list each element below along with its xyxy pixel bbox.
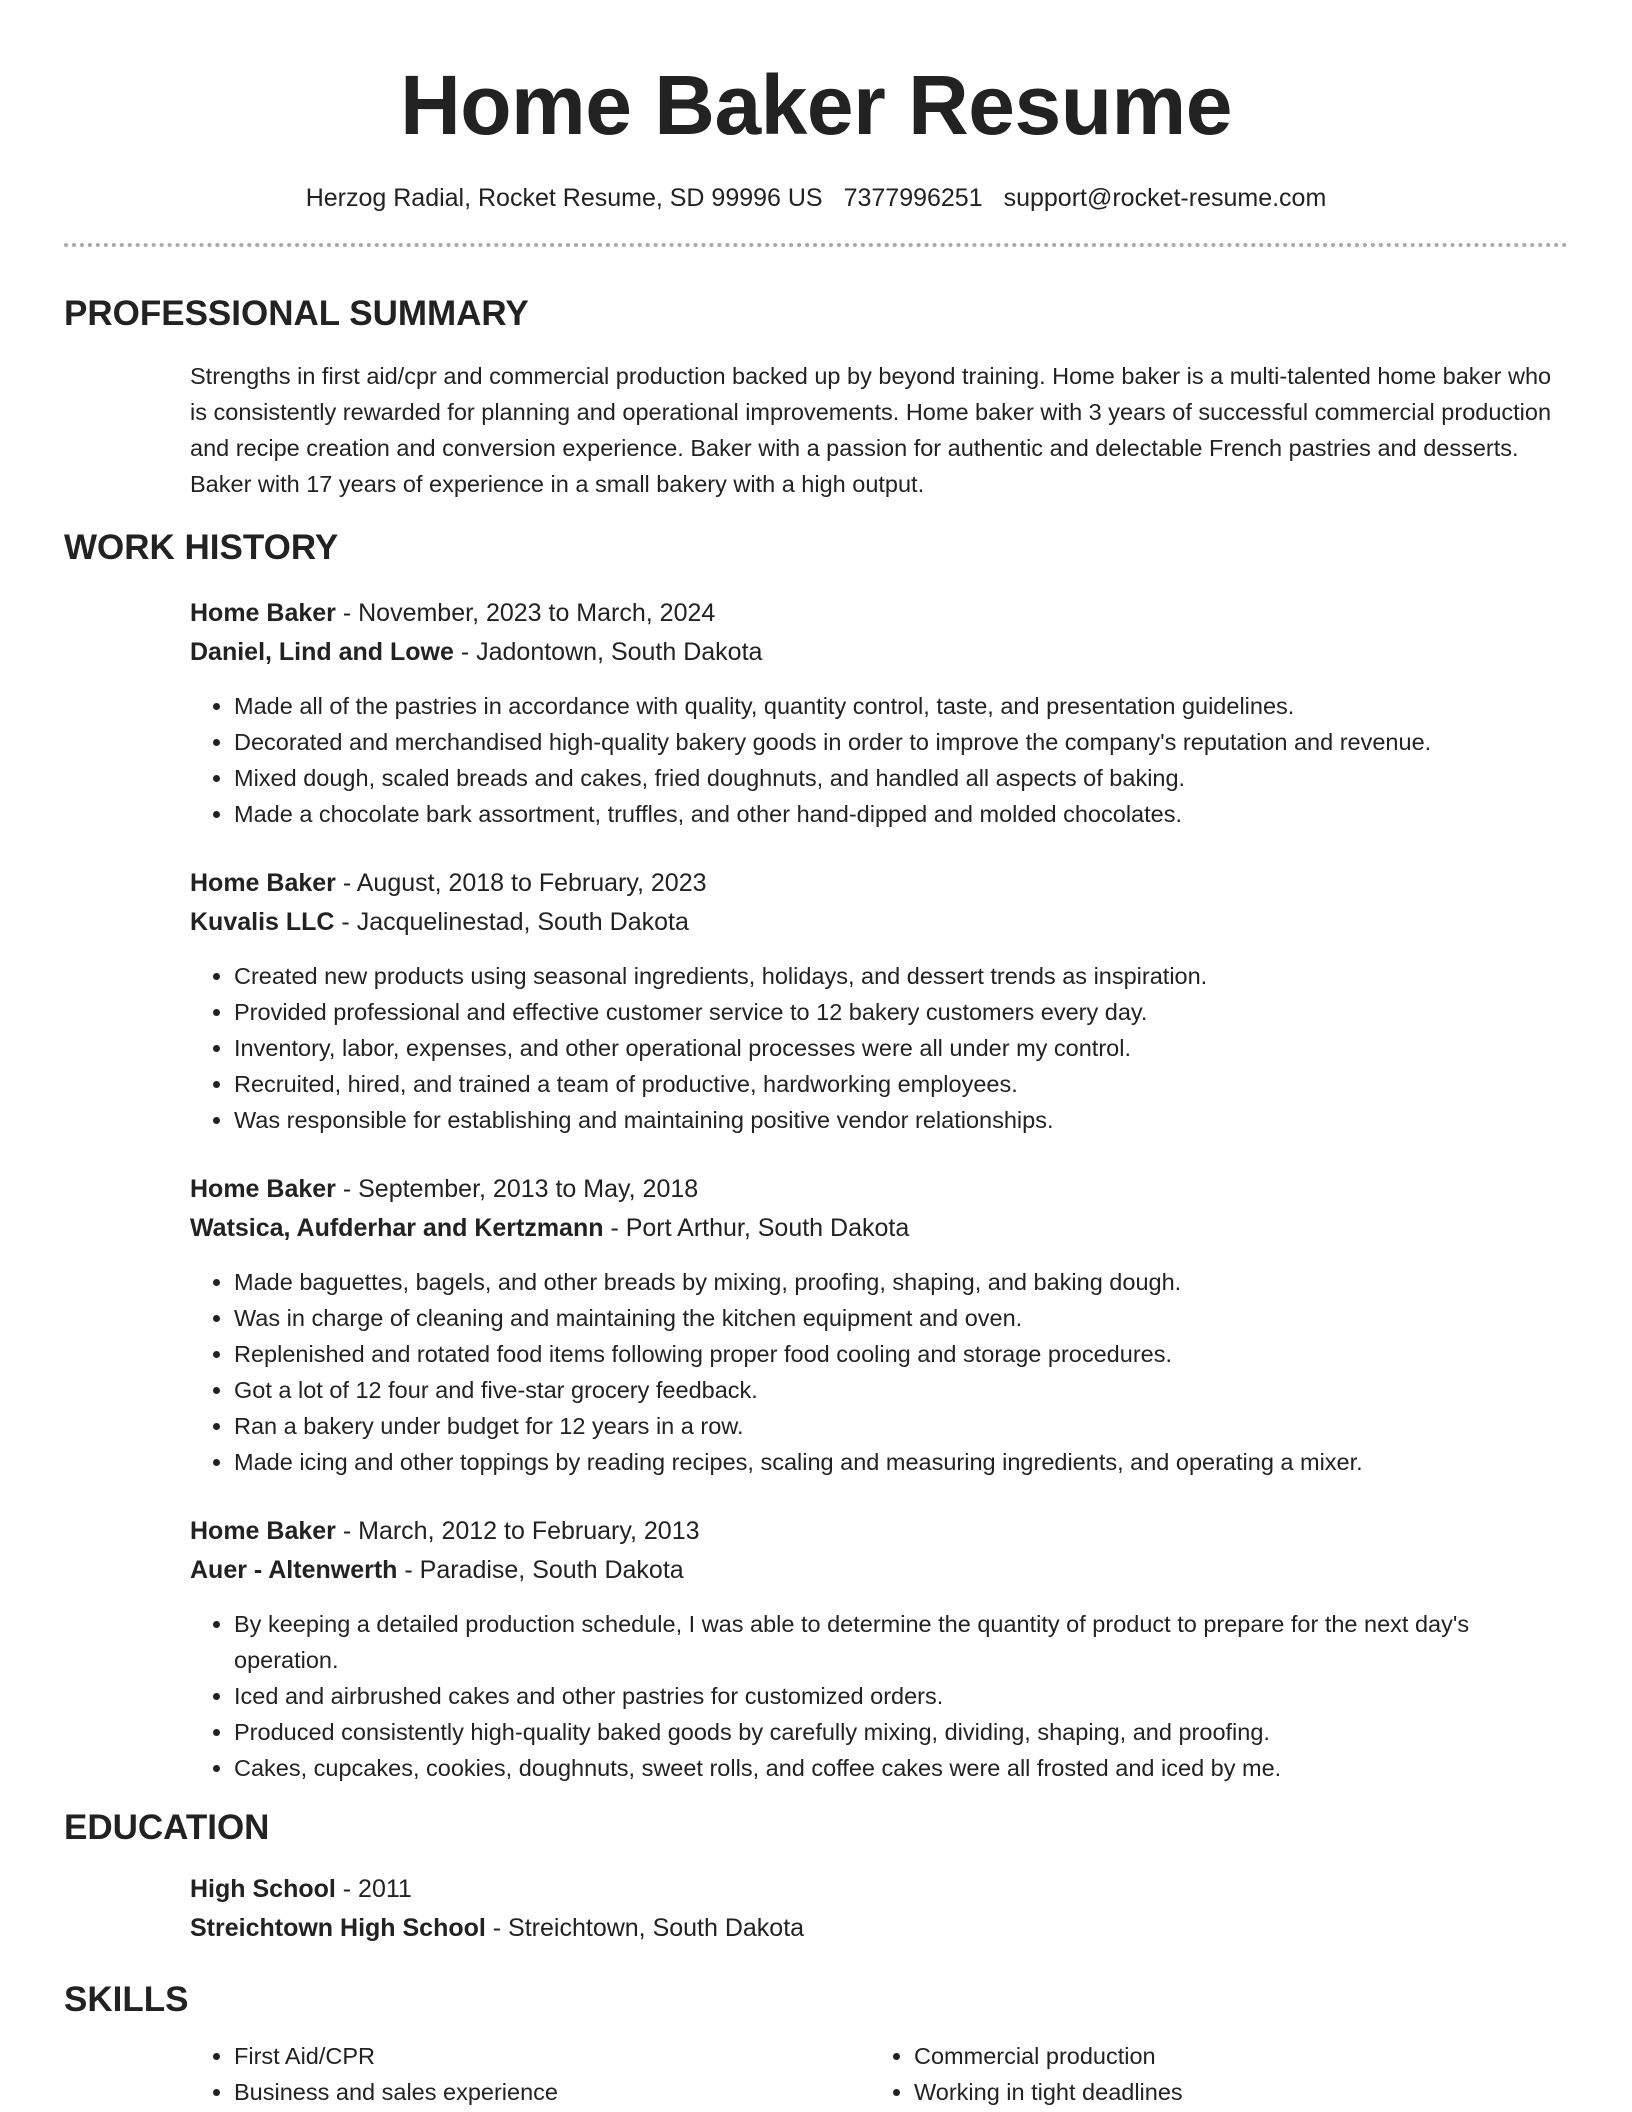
- job-title-line: [190, 594, 1568, 633]
- section-heading-summary: PROFESSIONAL SUMMARY: [64, 294, 529, 333]
- job-location: - Paradise, South Dakota: [397, 1556, 684, 1584]
- job-bullet: • Created new products using seasonal ingredients, holidays, and dessert trends as inspiration.: [234, 958, 1568, 994]
- contact-line: [64, 181, 1568, 215]
- job-dates: - November, 2023 to March, 2024: [335, 599, 716, 627]
- summary-text: Strengths in first aid/cpr and commercial production backed up by beyond training. Home baker is a multi-talented home baker who is consistently rewarded for planning and operational improvements. Home baker with 3 years of successful commercial production and recipe creation and conversion experience. Baker with a passion for authentic and delectable French pastries and desserts. Baker with 17 years of experience in a small bakery with a high output.: [190, 363, 1552, 497]
- contact-address: Herzog Radial, Rocket Resume, SD 99996 US: [305, 184, 823, 212]
- job-bullet: • Got a lot of 12 four and five-star grocery feedback.: [234, 1372, 1568, 1408]
- job-company-line: [190, 633, 1568, 672]
- skill-item: • First Aid/CPR: [234, 2038, 870, 2074]
- job-dates: - September, 2013 to May, 2018: [335, 1175, 699, 1203]
- job-bullet: • Iced and airbrushed cakes and other pastries for customized orders.: [234, 1678, 1568, 1714]
- job-company-line: [190, 1209, 1568, 1248]
- job-title: Home Baker: [190, 1175, 336, 1203]
- education-degree: High School: [190, 1875, 336, 1903]
- job-bullet: • Ran a bakery under budget for 12 years in a row.: [234, 1408, 1568, 1444]
- job-bullet: • Was in charge of cleaning and maintaining the kitchen equipment and oven.: [234, 1300, 1568, 1336]
- job-bullet: • By keeping a detailed production schedule, I was able to determine the quantity of product to prepare for the next day's operation.: [234, 1606, 1568, 1678]
- education-degree-line: [190, 1870, 1568, 1909]
- job-entry: [190, 864, 1568, 1138]
- education-location: - Streichtown, South Dakota: [485, 1914, 805, 1942]
- job-bullet: • Made icing and other toppings by reading recipes, scaling and measuring ingredients, and operating a mixer.: [234, 1444, 1568, 1480]
- job-bullets: [190, 1606, 1568, 1786]
- job-bullet: • Replenished and rotated food items following proper food cooling and storage procedures.: [234, 1336, 1568, 1372]
- skills-column-right: [870, 2038, 1550, 2110]
- job-entry: [190, 1512, 1568, 1786]
- job-dates: - March, 2012 to February, 2013: [335, 1517, 700, 1545]
- job-bullet: • Made a chocolate bark assortment, truffles, and other hand-dipped and molded chocolates.: [234, 796, 1568, 832]
- job-company: Kuvalis LLC: [190, 908, 335, 936]
- resume-title: Home Baker Resume: [400, 58, 1232, 152]
- job-bullet: • Made baguettes, bagels, and other breads by mixing, proofing, shaping, and baking dough.: [234, 1264, 1568, 1300]
- skill-item: • Commercial production: [914, 2038, 1550, 2074]
- job-location: - Jadontown, South Dakota: [453, 638, 763, 666]
- section-heading-education: EDUCATION: [64, 1808, 270, 1847]
- education-school-line: [190, 1909, 1568, 1948]
- job-bullets: [190, 688, 1568, 832]
- job-title-line: [190, 1170, 1568, 1209]
- education-school: Streichtown High School: [190, 1914, 486, 1942]
- education-entry: [190, 1870, 1568, 1948]
- job-bullet: • Was responsible for establishing and maintaining positive vendor relationships.: [234, 1102, 1568, 1138]
- education-year: - 2011: [335, 1875, 412, 1903]
- job-entry: [190, 1170, 1568, 1480]
- skill-item: • Working in tight deadlines: [914, 2074, 1550, 2110]
- job-title: Home Baker: [190, 599, 336, 627]
- job-title-line: [190, 1512, 1568, 1551]
- job-company-line: [190, 903, 1568, 942]
- skills-column-left: [190, 2038, 870, 2110]
- section-heading-skills: SKILLS: [64, 1980, 189, 2019]
- job-company: Daniel, Lind and Lowe: [190, 638, 454, 666]
- job-bullet: • Mixed dough, scaled breads and cakes, fried doughnuts, and handled all aspects of baking.: [234, 760, 1568, 796]
- contact-phone: 7377996251: [843, 184, 983, 212]
- job-company-line: [190, 1551, 1568, 1590]
- job-bullet: • Decorated and merchandised high-quality bakery goods in order to improve the company's reputation and revenue.: [234, 724, 1568, 760]
- job-bullet: • Inventory, labor, expenses, and other operational processes were all under my control.: [234, 1030, 1568, 1066]
- job-location: - Jacquelinestad, South Dakota: [334, 908, 689, 936]
- job-bullet: • Provided professional and effective customer service to 12 bakery customers every day.: [234, 994, 1568, 1030]
- job-company: Watsica, Aufderhar and Kertzmann: [190, 1214, 604, 1242]
- job-title: Home Baker: [190, 869, 336, 897]
- job-location: - Port Arthur, South Dakota: [603, 1214, 910, 1242]
- job-bullet: • Made all of the pastries in accordance with quality, quantity control, taste, and presentation guidelines.: [234, 688, 1568, 724]
- job-company: Auer - Altenwerth: [190, 1556, 398, 1584]
- job-bullet: • Recruited, hired, and trained a team of productive, hardworking employees.: [234, 1066, 1568, 1102]
- job-bullet: • Produced consistently high-quality baked goods by carefully mixing, dividing, shaping, and proofing.: [234, 1714, 1568, 1750]
- job-bullets: [190, 1264, 1568, 1480]
- section-heading-work-history: WORK HISTORY: [64, 528, 339, 567]
- resume-page: [64, 0, 1568, 2110]
- skill-item: • Business and sales experience: [234, 2074, 870, 2110]
- contact-email: support@rocket-resume.com: [1003, 184, 1327, 212]
- job-title-line: [190, 864, 1568, 903]
- skills-grid: [190, 2038, 1568, 2110]
- job-bullet: • Cakes, cupcakes, cookies, doughnuts, sweet rolls, and coffee cakes were all frosted and iced by me.: [234, 1750, 1568, 1786]
- job-dates: - August, 2018 to February, 2023: [335, 869, 707, 897]
- job-entry: [190, 594, 1568, 832]
- job-title: Home Baker: [190, 1517, 336, 1545]
- header-divider: [64, 243, 1568, 247]
- job-bullets: [190, 958, 1568, 1138]
